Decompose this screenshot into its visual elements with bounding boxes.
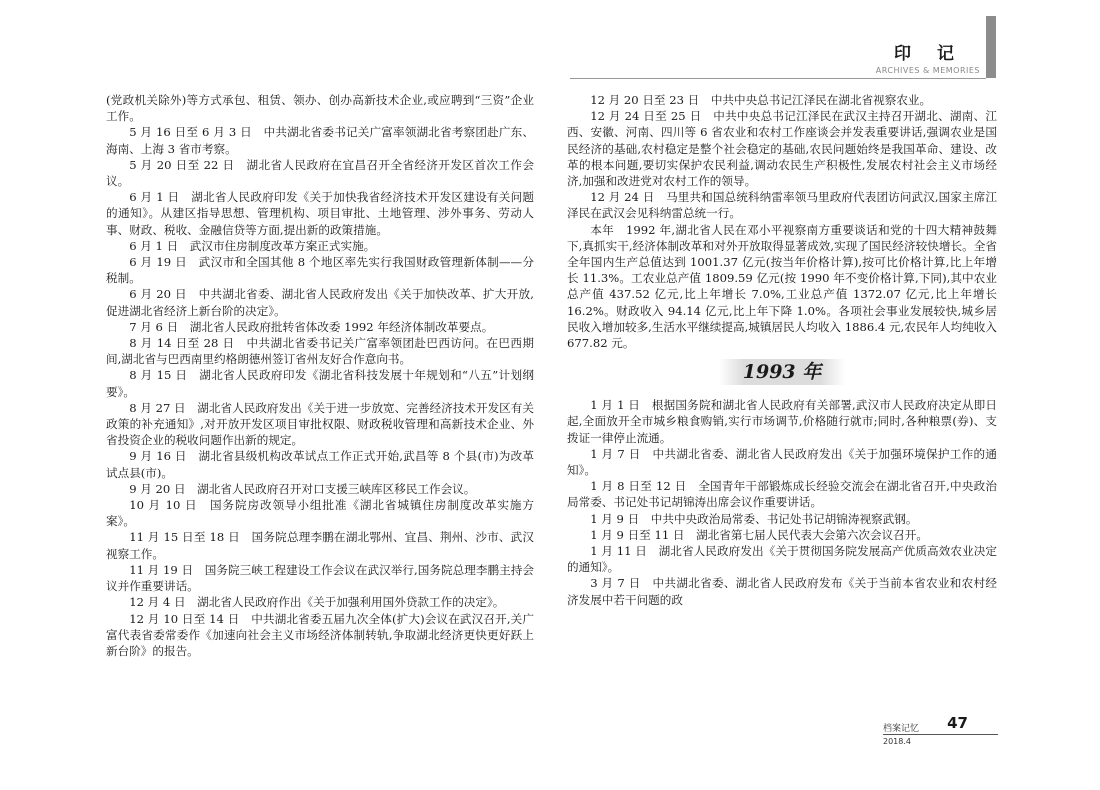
- paragraph: 1 月 9 日 中共中央政治局常委、书记处书记胡锦涛视察武钢。: [590, 511, 918, 526]
- paragraph: 12 月 10 日至 14 日 中共湖北省委五届九次全体(扩大)会议在武汉召开,关广富代表省委常委作《加速向社会主义市场经济体制转轨,争取湖北经济更快更好跃上新台阶》的报告。: [106, 611, 534, 658]
- section-subtitle: ARCHIVES & MEMORIES: [875, 66, 980, 75]
- paragraph: 12 月 20 日至 23 日 中共中央总书记江泽民在湖北省视察农业。: [590, 93, 932, 107]
- paragraph: 6 月 1 日 湖北省人民政府印发《关于加快我省经济技术开发区建设有关问题的通知》。从建区指导思想、管理机构、项目审批、土地管理、涉外事务、劳动人事、财政、税收、金融信贷等方面,提出新的政策措施。: [106, 190, 534, 237]
- paragraph: 6 月 20 日 中共湖北省委、湖北省人民政府发出《关于加快改革、扩大开放,促进湖北省经济上新台阶的决定》。: [106, 287, 534, 318]
- paragraph: 5 月 16 日至 6 月 3 日 中共湖北省委书记关广富率领湖北省考察团赴广东、海南、上海 3 省市考察。: [106, 125, 534, 156]
- left-column: [106, 92, 534, 659]
- page-number: 47: [947, 714, 968, 732]
- paragraph: 本年 1992 年,湖北省人民在邓小平视察南方重要谈话和党的十四大精神鼓舞下,真抓实干,经济体制改革和对外开放取得显著成效,实现了国民经济较快增长。全省全年国内生产总值达到 1001.37 亿元(按当年价格计算),按可比价格计算,比上年增长 11.3%。工农业总产值 1809.59 亿元(按 1990 年不变价格计算,下同),其中农业总产值 437.52 亿元,比上年增长 7.0%,工业总产值 1372.07 亿元,比上年增长 16.2%。财政收入 94.14 亿元,比上年下降 1.0%。各项社会事业发展较快,城乡居民收入增加较多,生活水平继续提高,城镇居民人均收入 1886.4 元,农民年人均纯收入 677.82 元。: [567, 222, 997, 351]
- paragraph: 3 月 7 日 中共湖北省委、湖北省人民政府发布《关于当前本省农业和农村经济发展中若干问题的政: [567, 576, 997, 607]
- paragraph: 1 月 9 日至 11 日 湖北省第七届人民代表大会第六次会议召开。: [590, 527, 928, 542]
- section-title: 印记: [894, 44, 980, 64]
- paragraph: 1 月 11 日 湖北省人民政府发出《关于贯彻国务院发展高产优质高效农业决定的通知》。: [567, 544, 997, 575]
- paragraph: 11 月 15 日至 18 日 国务院总理李鹏在湖北鄂州、宜昌、荆州、沙市、武汉视察工作。: [106, 530, 534, 561]
- year-heading: [567, 359, 997, 385]
- paragraph: 8 月 27 日 湖北省人民政府发出《关于进一步放宽、完善经济技术开发区有关政策的补充通知》,对开放开发区项目审批权限、财政税收管理和高新技术企业、外省投资企业的税收问题作出新的规定。: [106, 400, 534, 448]
- paragraph: 8 月 15 日 湖北省人民政府印发《湖北省科技发展十年规划和“八五”计划纲要》。: [106, 368, 534, 399]
- paragraph: 12 月 24 日至 25 日 中共中央总书记江泽民在武汉主持召开湖北、湖南、江西、安徽、河南、四川等 6 省农业和农村工作座谈会并发表重要讲话,强调农业是国民经济的基础,农村稳定是整个社会稳定的基础,农民问题始终是我国革命、建设、改革的根本问题,要切实保护农民利益,调动农民生产积极性,发展农村社会主义市场经济,加强和改进党对农村工作的领导。: [567, 109, 997, 189]
- header-rule: [570, 78, 986, 79]
- year-heading-label: 1993 年: [719, 359, 846, 385]
- paragraph: 12 月 24 日 马里共和国总统科纳雷率领马里政府代表团访问武汉,国家主席江泽民在武汉会见科纳雷总统一行。: [567, 190, 997, 221]
- page-footer: [883, 714, 998, 735]
- journal-name: 档案记忆: [883, 724, 920, 734]
- paragraph: 6 月 1 日 武汉市住房制度改革方案正式实施。: [129, 238, 376, 253]
- paragraph: 11 月 19 日 国务院三峡工程建设工作会议在武汉举行,国务院总理李鹏主持会议并作重要讲话。: [106, 562, 534, 594]
- paragraph: 1 月 7 日 中共湖北省委、湖北省人民政府发出《关于加强环境保护工作的通知》。: [567, 446, 997, 478]
- paragraph: 8 月 14 日至 28 日 中共湖北省委书记关广富率领团赴巴西访问。在巴西期间,湖北省与巴西南里约格朗德州签订省州友好合作意向书。: [106, 336, 534, 367]
- paragraph: 9 月 16 日 湖北省县级机构改革试点工作正式开始,武昌等 8 个县(市)为改革试点县(市)。: [106, 449, 534, 480]
- paragraph: 9 月 20 日 湖北省人民政府召开对口支援三峡库区移民工作会议。: [129, 481, 476, 496]
- right-column: [567, 92, 997, 608]
- paragraph: 12 月 4 日 湖北省人民政府作出《关于加强利用国外贷款工作的决定》。: [129, 595, 505, 610]
- paragraph: (党政机关除外)等方式承包、租赁、领办、创办高新技术企业,或应聘到“三资”企业工作。: [106, 93, 534, 124]
- paragraph: 1 月 1 日 根据国务院和湖北省人民政府有关部署,武汉市人民政府决定从即日起,全面放开全市城乡粮食购销,实行市场调节,价格随行就市;同时,各种粮票(券)、支拨证一律停止流通。: [567, 398, 997, 445]
- paragraph: 6 月 19 日 武汉市和全国其他 8 个地区率先实行我国财政管理新体制——分税制。: [106, 255, 534, 286]
- issue-number: 2018.4: [883, 737, 911, 746]
- paragraph: 1 月 8 日至 12 日 全国青年干部锻炼成长经验交流会在湖北省召开,中央政治局常委、书记处书记胡锦涛出席会议作重要讲话。: [567, 479, 997, 510]
- paragraph: 5 月 20 日至 22 日 湖北省人民政府在宜昌召开全省经济开发区首次工作会议。: [106, 157, 534, 189]
- paragraph: 10 月 10 日 国务院房改领导小组批准《湖北省城镇住房制度改革实施方案》。: [106, 498, 534, 529]
- header-accent-bar: [986, 16, 996, 78]
- paragraph: 7 月 6 日 湖北省人民政府批转省体改委 1992 年经济体制改革要点。: [129, 319, 494, 334]
